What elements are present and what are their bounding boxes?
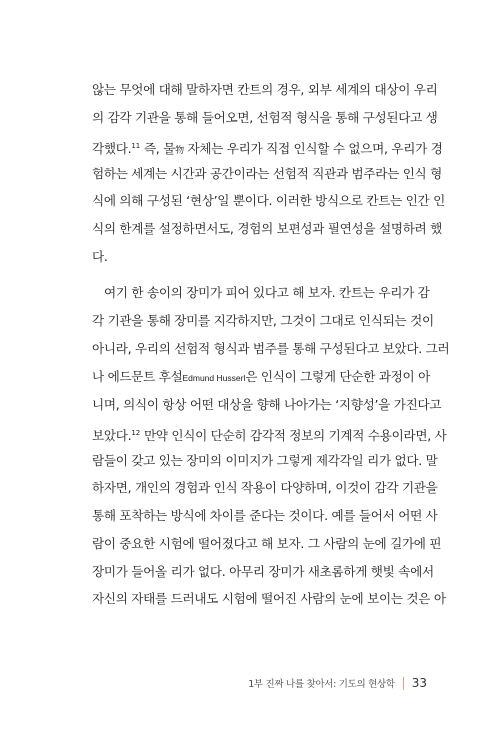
text-line (92, 425, 447, 444)
text-line (92, 138, 443, 159)
page-footer (248, 674, 427, 692)
latin-name: Edmund Husserl (182, 373, 246, 383)
footnote-marker: 11 (131, 142, 141, 150)
text-line (92, 369, 430, 386)
text-segment: 나 에드문트 후설 (92, 369, 183, 384)
text-segment: 즉, 물 (140, 141, 176, 156)
footnote-marker: 12 (131, 429, 141, 437)
text-segment: 보았다. (92, 428, 132, 443)
text-line: 아니라, 우리의 선험적 형식과 범주를 통해 구성된다고 보았다. 그러 (92, 341, 450, 356)
text-segment: 만약 인식이 단순히 감각적 정보의 기계적 수용이라면, 사 (140, 428, 447, 443)
text-segment: 자체는 우리가 직접 인식할 수 없으며, 우리가 경 (183, 141, 443, 156)
text-segment: 각했다. (92, 141, 132, 156)
text-line: 여기 한 송이의 장미가 피어 있다고 해 보자. 칸트는 우리가 감 (104, 285, 430, 300)
text-line: 험하는 세계는 시간과 공간이라는 선험적 직관과 범주라는 인식 형 (92, 166, 442, 181)
text-line: 자신의 자태를 드러내도 시험에 떨어진 사람의 눈에 보이는 것은 아 (92, 591, 446, 606)
page-number: 33 (411, 676, 427, 690)
text-line: 각 기관을 통해 장미를 지각하지만, 그것이 그대로 인식되는 것이 (92, 313, 434, 328)
text-line: 람이 중요한 시험에 떨어졌다고 해 보자. 그 사람의 눈에 길가에 핀 (92, 536, 442, 551)
text-line: 람들이 갖고 있는 장미의 이미지가 그렇게 제각각일 리가 없다. 말 (92, 453, 438, 468)
text-line: 통해 포착하는 방식에 차이를 준다는 것이다. 예를 들어서 어떤 사 (92, 508, 438, 523)
text-line: 식의 한계를 설정하면서도, 경험의 보편성과 필연성을 설명하려 했 (92, 221, 442, 236)
hanja-annotation: 物 (175, 146, 184, 156)
text-line: 식에 의해 구성된 ‘현상’일 뿐이다. 이러한 방식으로 칸트는 인간 인 (92, 193, 445, 208)
text-line: 않는 무엇에 대해 말하자면 칸트의 경우, 외부 세계의 대상이 우리 (92, 82, 438, 97)
footer-separator (403, 677, 404, 690)
text-segment: 은 인식이 그렇게 단순한 과정이 아 (245, 369, 430, 384)
text-line: 의 감각 기관을 통해 들어오면, 선험적 형식을 통해 구성된다고 생 (92, 110, 438, 125)
running-title: 1부 진짜 나를 찾아서: 기도의 현상학 (248, 679, 395, 690)
text-line: 다. (92, 249, 108, 264)
text-line: 하자면, 개인의 경험과 인식 작용이 다양하며, 이것이 감각 기관을 (92, 480, 438, 495)
text-line: 장미가 들어올 리가 없다. 아무리 장미가 새초롬하게 햇빛 속에서 (92, 564, 434, 579)
text-line: 니며, 의식이 항상 어떤 대상을 향해 나아가는 ‘지향성’을 가진다고 (92, 397, 442, 412)
